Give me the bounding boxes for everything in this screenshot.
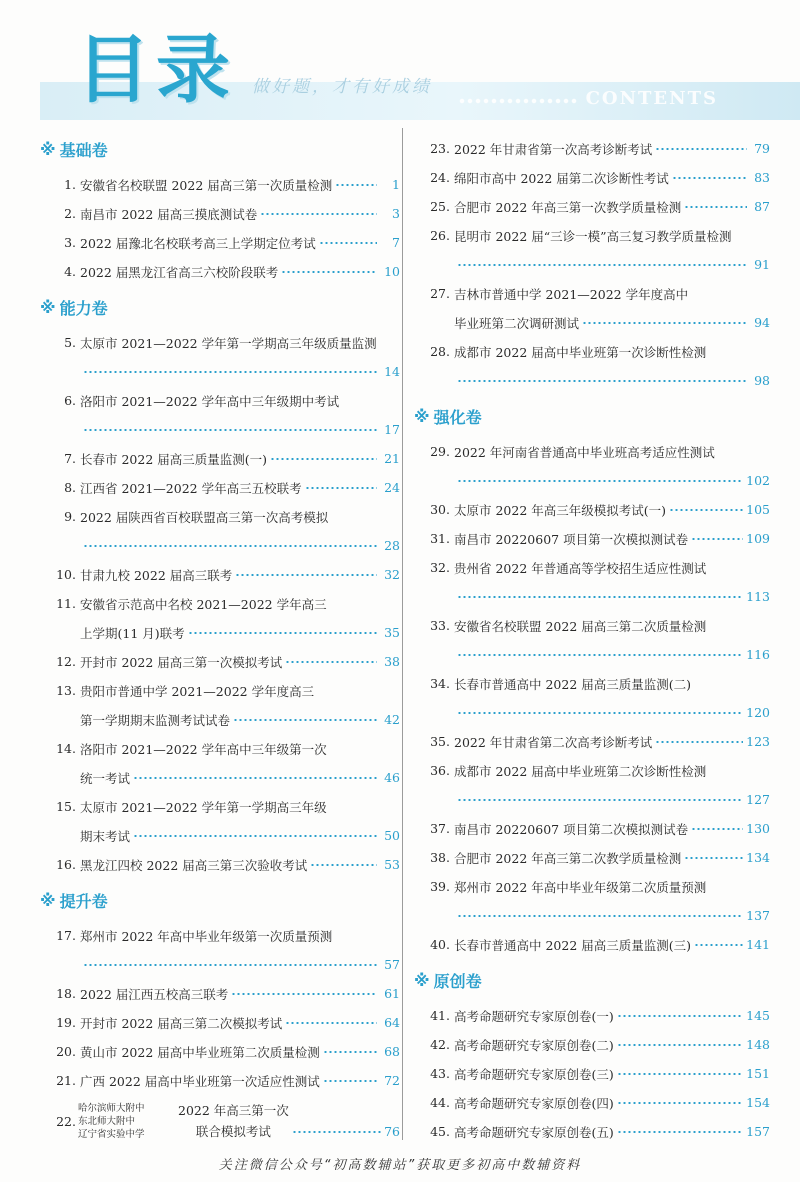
toc-entry[interactable]: [414, 524, 770, 553]
section-mark: ※: [414, 406, 430, 426]
dot-leader: [457, 712, 743, 714]
entry-title: 合肥市 2022 年高三第二次教学质量检测: [454, 850, 682, 866]
dot-leader: [457, 915, 743, 917]
entry-number: 44.: [430, 1095, 450, 1110]
dot-leader: [457, 264, 747, 266]
toc-entry[interactable]: [414, 611, 770, 669]
toc-entry[interactable]: [414, 192, 770, 221]
entry-page: 1: [392, 177, 400, 192]
header-dots: [458, 96, 578, 106]
entry-page: 109: [746, 531, 770, 546]
entry-page: 7: [392, 235, 400, 250]
toc-entry[interactable]: [414, 930, 770, 959]
entry-title: 绵阳市高中 2022 届第二次诊断性考试: [454, 170, 669, 186]
toc-entry[interactable]: [40, 734, 400, 792]
page-header: [0, 0, 800, 125]
entry-page: 141: [746, 937, 770, 952]
dot-leader: [684, 857, 743, 859]
section-mark: ※: [40, 890, 56, 910]
entry-number: 39.: [430, 879, 450, 894]
toc-entry[interactable]: [40, 473, 400, 502]
school-name: 东北师大附中: [78, 1115, 136, 1127]
entry-number: 7.: [64, 451, 76, 466]
entry-title: 太原市 2022 年高三年级模拟考试(一): [454, 502, 667, 518]
entry-page: 148: [746, 1037, 770, 1052]
dot-leader: [694, 944, 743, 946]
toc-entry[interactable]: [414, 163, 770, 192]
entry-number: 17.: [56, 928, 76, 943]
toc-entry[interactable]: [414, 1059, 770, 1088]
toc-entry[interactable]: [40, 257, 400, 286]
entry-number: 20.: [56, 1044, 76, 1059]
toc-entry[interactable]: [40, 647, 400, 676]
entry-number: 32.: [430, 560, 450, 575]
entry-title: 成都市 2022 届高中毕业班第一次诊断性检测: [454, 344, 707, 360]
dot-leader: [655, 741, 743, 743]
entry-number: 42.: [430, 1037, 450, 1052]
page-title: 目录: [76, 27, 236, 113]
entry-title: 贵阳市普通中学 2021—2022 学年度高三: [80, 683, 315, 699]
dot-leader: [617, 1044, 743, 1046]
entry-title: 太原市 2021—2022 学年第一学期高三年级质量监测: [80, 335, 377, 351]
dot-leader: [305, 487, 377, 489]
entry-number: 24.: [430, 170, 450, 185]
entry-title: 吉林市普通中学 2021—2022 学年度高中: [454, 286, 689, 302]
entry-number: 15.: [56, 799, 76, 814]
entry-title: 高考命题研究专家原创卷(三): [454, 1066, 614, 1082]
dot-leader: [457, 654, 743, 656]
entry-number: 19.: [56, 1015, 76, 1030]
toc-left-column: [40, 128, 400, 1147]
dot-leader: [582, 322, 747, 324]
entry-title-cont: 毕业班第二次调研测试: [454, 315, 580, 331]
toc-entry[interactable]: [40, 199, 400, 228]
entry-number: 27.: [430, 286, 450, 301]
entry-title-line: 2022 年高三第一次: [178, 1103, 289, 1118]
entry-title: 安徽省名校联盟 2022 届高三第二次质量检测: [454, 618, 707, 634]
entry-page: 98: [754, 373, 770, 388]
entry-title: 2022 届黑龙江省高三六校阶段联考: [80, 264, 279, 280]
dot-leader: [310, 864, 377, 866]
entry-page: 57: [384, 957, 400, 972]
entry-number: 1.: [64, 177, 76, 192]
entry-number: 33.: [430, 618, 450, 633]
entry-number: 6.: [64, 393, 76, 408]
entry-title: 2022 届豫北名校联考高三上学期定位考试: [80, 235, 316, 251]
entry-page: 3: [392, 206, 400, 221]
toc-entry[interactable]: [40, 444, 400, 473]
column-divider: [402, 128, 403, 1140]
entry-title-line: 联合模拟考试: [195, 1124, 271, 1139]
dot-leader: [231, 993, 377, 995]
toc-entry[interactable]: [414, 134, 770, 163]
dot-leader: [669, 509, 743, 511]
toc-entry[interactable]: [40, 792, 400, 850]
entry-page: 91: [754, 257, 770, 272]
dot-leader: [292, 1131, 381, 1133]
entry-page: 72: [384, 1073, 400, 1088]
entry-title: 2022 年河南省普通高中毕业班高考适应性测试: [454, 444, 715, 460]
toc-entry[interactable]: [40, 589, 400, 647]
dot-leader: [457, 799, 743, 801]
entry-number: 31.: [430, 531, 450, 546]
entry-title: 郑州市 2022 年高中毕业年级第二次质量预测: [454, 879, 707, 895]
school-name: 辽宁省实验中学: [78, 1128, 145, 1140]
entry-title: 洛阳市 2021—2022 学年高中三年级期中考试: [80, 393, 340, 409]
entry-number: 9.: [64, 509, 76, 524]
entry-page: 68: [384, 1044, 400, 1059]
toc-entry[interactable]: [414, 279, 770, 337]
entry-page: 79: [754, 141, 770, 156]
entry-number: 35.: [430, 734, 450, 749]
entry-number: 18.: [56, 986, 76, 1001]
entry-number: 36.: [430, 763, 450, 778]
entry-page: 151: [746, 1066, 770, 1081]
entry-page: 50: [384, 828, 400, 843]
toc-entry[interactable]: [40, 386, 400, 444]
section-heading: [414, 395, 770, 437]
dot-leader: [233, 719, 377, 721]
dot-leader: [323, 1080, 377, 1082]
toc-right-column: [414, 128, 770, 1146]
entry-number: 23.: [430, 141, 450, 156]
entry-title: 2022 年甘肃省第一次高考诊断考试: [454, 141, 653, 157]
entry-number: 11.: [56, 596, 76, 611]
entry-title: 郑州市 2022 年高中毕业年级第一次质量预测: [80, 928, 333, 944]
toc-entry[interactable]: [40, 1008, 400, 1037]
toc-entry[interactable]: [40, 979, 400, 1008]
entry-title: 南昌市 2022 届高三摸底测试卷: [80, 206, 258, 222]
section-title: 能力卷: [59, 298, 108, 318]
entry-page: 154: [746, 1095, 770, 1110]
dot-leader: [133, 777, 377, 779]
toc-entry[interactable]: [414, 221, 770, 279]
entry-title: 高考命题研究专家原创卷(二): [454, 1037, 614, 1053]
entry-number: 13.: [56, 683, 76, 698]
dot-leader: [617, 1015, 743, 1017]
entry-number: 5.: [64, 335, 76, 350]
section-title: 提升卷: [59, 891, 108, 911]
entry-page: 14: [384, 364, 400, 379]
section-title: 强化卷: [433, 407, 482, 427]
entry-title-cont: 统一考试: [80, 770, 131, 786]
entry-page: 53: [384, 857, 400, 872]
dot-leader: [617, 1073, 743, 1075]
toc-entry[interactable]: [40, 170, 400, 199]
dot-leader: [672, 177, 747, 179]
toc-entry[interactable]: [414, 1001, 770, 1030]
dot-leader: [260, 213, 377, 215]
entry-page: 21: [384, 451, 400, 466]
entry-title: 成都市 2022 届高中毕业班第二次诊断性检测: [454, 763, 707, 779]
entry-title-cont: 期末考试: [80, 828, 131, 844]
toc-entry[interactable]: [40, 850, 400, 879]
entry-number: 21.: [56, 1073, 76, 1088]
entry-page: 134: [746, 850, 770, 865]
entry-title: 2022 届江西五校高三联考: [80, 986, 229, 1002]
toc-entry[interactable]: [414, 872, 770, 930]
toc-entry-joint-exam[interactable]: [40, 1095, 400, 1147]
entry-number: 43.: [430, 1066, 450, 1081]
entry-page: 145: [746, 1008, 770, 1023]
dot-leader: [83, 429, 377, 431]
toc-entry[interactable]: [40, 228, 400, 257]
dot-leader: [457, 596, 743, 598]
entry-title: 开封市 2022 届高三第一次模拟考试: [80, 654, 283, 670]
entry-title: 高考命题研究专家原创卷(四): [454, 1095, 614, 1111]
entry-number: 22.: [56, 1113, 76, 1129]
dot-leader: [281, 271, 377, 273]
entry-page: 38: [384, 654, 400, 669]
dot-leader: [691, 828, 743, 830]
entry-title-cont: 第一学期期末监测考试试卷: [80, 712, 231, 728]
school-name: 哈尔滨师大附中: [78, 1102, 145, 1114]
entry-page: 42: [384, 712, 400, 727]
entry-number: 34.: [430, 676, 450, 691]
dot-leader: [270, 458, 377, 460]
entry-page: 35: [384, 625, 400, 640]
toc-entry[interactable]: [414, 669, 770, 727]
entry-page: 157: [746, 1124, 770, 1139]
entry-page: 46: [384, 770, 400, 785]
section-heading: [414, 959, 770, 1001]
entry-title-cont: 上学期(11 月)联考: [80, 625, 185, 641]
toc-entry[interactable]: [414, 337, 770, 395]
section-mark: ※: [414, 970, 430, 990]
toc-entry[interactable]: [40, 921, 400, 979]
entry-title: 洛阳市 2021—2022 学年高中三年级第一次: [80, 741, 327, 757]
dot-leader: [319, 242, 377, 244]
entry-title: 黑龙江四校 2022 届高三第三次验收考试: [80, 857, 308, 873]
entry-page: 127: [746, 792, 770, 807]
entry-number: 14.: [56, 741, 76, 756]
entry-title: 安徽省示范高中名校 2021—2022 学年高三: [80, 596, 327, 612]
section-mark: ※: [40, 297, 56, 317]
section-heading: [40, 286, 400, 328]
entry-title: 合肥市 2022 年高三第一次教学质量检测: [454, 199, 682, 215]
entry-page: 64: [384, 1015, 400, 1030]
entry-page: 83: [754, 170, 770, 185]
entry-title: 长春市普通高中 2022 届高三质量监测(二): [454, 676, 692, 692]
entry-page: 120: [746, 705, 770, 720]
entry-title: 安徽省名校联盟 2022 届高三第一次质量检测: [80, 177, 333, 193]
entry-page: 113: [746, 589, 770, 604]
entry-title: 黄山市 2022 届高中毕业班第二次质量检测: [80, 1044, 320, 1060]
toc-entry[interactable]: [40, 560, 400, 589]
entry-number: 30.: [430, 502, 450, 517]
dot-leader: [83, 964, 377, 966]
entry-page: 137: [746, 908, 770, 923]
toc-entry[interactable]: [40, 1037, 400, 1066]
dot-leader: [617, 1102, 743, 1104]
entry-page: 130: [746, 821, 770, 836]
entry-title: [178, 1100, 289, 1142]
entry-page: 105: [746, 502, 770, 517]
entry-title: 甘肃九校 2022 届高三联考: [80, 567, 233, 583]
entry-title: 长春市 2022 届高三质量监测(一): [80, 451, 268, 467]
section-title: 基础卷: [59, 140, 108, 160]
entry-page: 24: [384, 480, 400, 495]
toc-entry[interactable]: [414, 437, 770, 495]
dot-leader: [684, 206, 747, 208]
entry-number: 26.: [430, 228, 450, 243]
dot-leader: [83, 545, 377, 547]
entry-page: 76: [384, 1124, 400, 1139]
toc-entry[interactable]: [414, 727, 770, 756]
entry-title: 广西 2022 届高中毕业班第一次适应性测试: [80, 1073, 320, 1089]
dot-leader: [457, 480, 743, 482]
entry-page: 61: [384, 986, 400, 1001]
section-title: 原创卷: [433, 971, 482, 991]
entry-number: 10.: [56, 567, 76, 582]
dot-leader: [133, 835, 377, 837]
entry-number: 37.: [430, 821, 450, 836]
toc-entry[interactable]: [40, 328, 400, 386]
toc-entry[interactable]: [414, 1088, 770, 1117]
entry-number: 38.: [430, 850, 450, 865]
entry-title: 昆明市 2022 届“三诊一模”高三复习教学质量检测: [454, 228, 732, 244]
entry-page: 87: [754, 199, 770, 214]
dot-leader: [285, 1022, 377, 1024]
entry-number: 29.: [430, 444, 450, 459]
entry-title: 长春市普通高中 2022 届高三质量监测(三): [454, 937, 692, 953]
entry-title: 开封市 2022 届高三第二次模拟考试: [80, 1015, 283, 1031]
entry-title: 南昌市 20220607 项目第一次模拟测试卷: [454, 531, 689, 547]
toc-entry[interactable]: [414, 843, 770, 872]
entry-page: 32: [384, 567, 400, 582]
entry-number: 2.: [64, 206, 76, 221]
toc-entry[interactable]: [414, 756, 770, 814]
toc-entry[interactable]: [414, 1030, 770, 1059]
entry-title: 贵州省 2022 年普通高等学校招生适应性测试: [454, 560, 707, 576]
toc-entry[interactable]: [414, 495, 770, 524]
section-heading: [40, 879, 400, 921]
entry-page: 10: [384, 264, 400, 279]
dot-leader: [617, 1131, 743, 1133]
entry-number: 4.: [64, 264, 76, 279]
dot-leader: [655, 148, 747, 150]
toc-entry[interactable]: [414, 1117, 770, 1146]
entry-number: 16.: [56, 857, 76, 872]
toc-entry[interactable]: [40, 502, 400, 560]
dot-leader: [457, 380, 747, 382]
page-footer: 关注微信公众号“初高数辅站”获取更多初高中数辅资料: [218, 1158, 582, 1173]
entry-page: 123: [746, 734, 770, 749]
entry-title: 高考命题研究专家原创卷(一): [454, 1008, 614, 1024]
entry-page: 17: [384, 422, 400, 437]
entry-title: 南昌市 20220607 项目第二次模拟测试卷: [454, 821, 689, 837]
header-slogan: 做好题，才有好成绩: [252, 77, 432, 97]
entry-page: 102: [746, 473, 770, 488]
entry-page: 116: [746, 647, 770, 662]
entry-page: 28: [384, 538, 400, 553]
dot-leader: [691, 538, 743, 540]
dot-leader: [235, 574, 377, 576]
dot-leader: [323, 1051, 377, 1053]
dot-leader: [335, 184, 377, 186]
toc-entry[interactable]: [414, 553, 770, 611]
entry-number: 3.: [64, 235, 76, 250]
entry-number: 12.: [56, 654, 76, 669]
entry-number: 25.: [430, 199, 450, 214]
entry-title: 高考命题研究专家原创卷(五): [454, 1124, 614, 1140]
dot-leader: [285, 661, 377, 663]
entry-number: 8.: [64, 480, 76, 495]
dot-leader: [83, 371, 377, 373]
toc-entry[interactable]: [40, 1066, 400, 1095]
entry-number: 28.: [430, 344, 450, 359]
section-mark: ※: [40, 139, 56, 159]
entry-number: 40.: [430, 937, 450, 952]
toc-entry[interactable]: [414, 814, 770, 843]
section-heading: [40, 128, 400, 170]
entry-number: 41.: [430, 1008, 450, 1023]
entry-title: 2022 届陕西省百校联盟高三第一次高考模拟: [80, 509, 329, 525]
entry-title: 太原市 2021—2022 学年第一学期高三年级: [80, 799, 327, 815]
school-list: [78, 1102, 154, 1141]
entry-title: 2022 年甘肃省第二次高考诊断考试: [454, 734, 653, 750]
contents-word: CONTENTS: [585, 88, 718, 109]
entry-title: 江西省 2021—2022 学年高三五校联考: [80, 480, 302, 496]
entry-page: 94: [754, 315, 770, 330]
toc-entry[interactable]: [40, 676, 400, 734]
entry-number: 45.: [430, 1124, 450, 1139]
dot-leader: [188, 632, 377, 634]
